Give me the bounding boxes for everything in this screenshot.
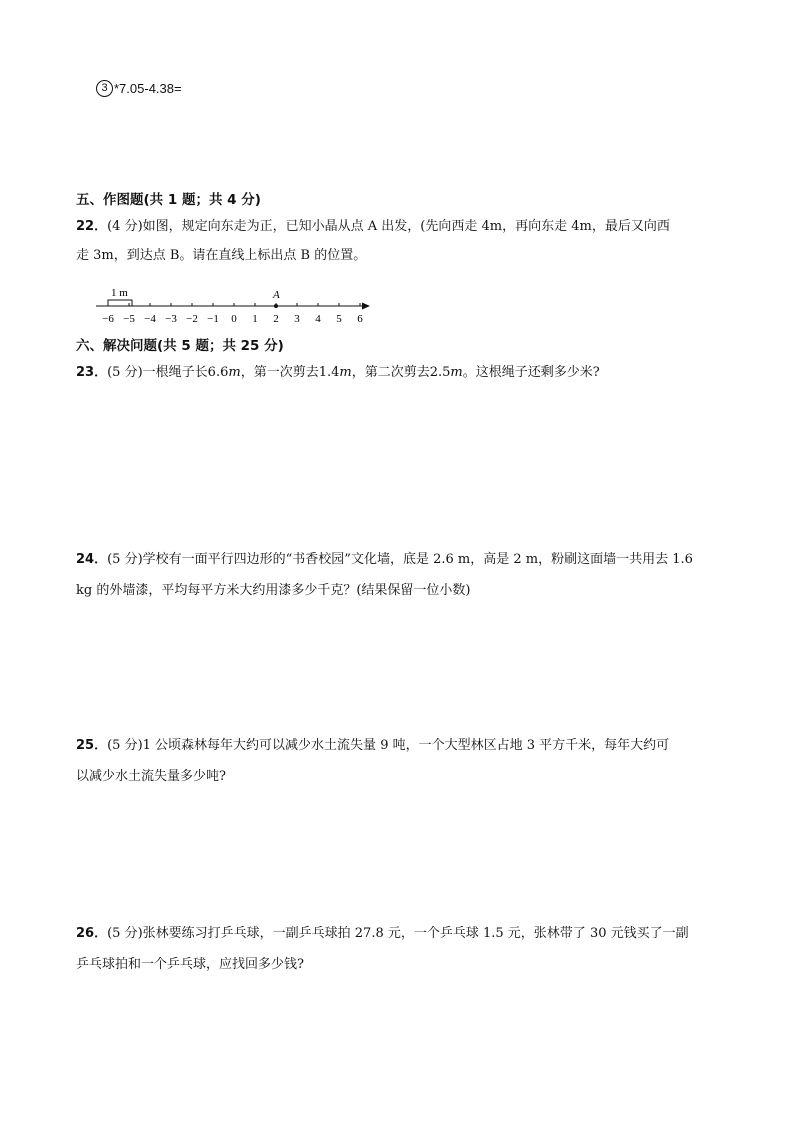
question-points: (5 分) — [107, 738, 143, 753]
circled-number: 3 — [96, 80, 113, 97]
question-26-line-1 — [76, 924, 689, 944]
tick-label: 0 — [231, 313, 237, 325]
section-5-title: 五、作图题(共 1 题；共 4 分) — [76, 192, 261, 208]
unit-m: m — [339, 365, 352, 380]
question-text: ，第二次剪去 — [351, 365, 430, 380]
tick-label: −1 — [207, 313, 219, 325]
value-length: 6.6 — [207, 365, 229, 380]
point-a-label: A — [273, 289, 280, 301]
tick-label: 3 — [294, 313, 300, 325]
tick-label: −6 — [102, 313, 114, 325]
value-second-cut: 2.5 — [429, 365, 451, 380]
tick-label: 6 — [357, 313, 363, 325]
question-points: (5 分) — [107, 926, 143, 941]
unit-label: 1 m — [111, 287, 128, 299]
question-22-line-2: 走 3m，到达点 B。请在直线上标出点 B 的位置。 — [76, 248, 367, 263]
number-line-figure — [92, 282, 382, 328]
question-24-line-1 — [76, 550, 693, 570]
question-number: 23． — [76, 365, 108, 380]
tick-label: −4 — [144, 313, 156, 325]
question-number: 25． — [76, 738, 108, 753]
unit-m: m — [228, 365, 241, 380]
tick-label: 5 — [336, 313, 342, 325]
question-24-line-2: kg 的外墙漆，平均每平方米大约用漆多少千克？(结果保留一位小数) — [76, 583, 471, 598]
tick-label: 4 — [315, 313, 321, 325]
tick-label: −3 — [165, 313, 177, 325]
question-26-line-2: 乒乓球拍和一个乒乓球，应找回多少钱? — [76, 957, 304, 972]
question-text: ，第一次剪去 — [240, 365, 319, 380]
value-first-cut: 1.4 — [318, 365, 340, 380]
question-points: (5 分) — [107, 365, 143, 380]
question-points: (4 分) — [107, 219, 143, 234]
question-25-line-1 — [76, 736, 669, 756]
tick-label: −2 — [186, 313, 198, 325]
section-6-title: 六、解决问题(共 5 题；共 25 分) — [76, 338, 284, 354]
calc-item-3 — [96, 80, 182, 97]
unit-bracket — [108, 300, 132, 306]
axis-arrow — [362, 303, 370, 310]
question-text: 一根绳子长 — [142, 365, 208, 380]
question-text: 1 公顷森林每年大约可以减少水土流失量 9 吨，一个大型林区占地 3 平方千米，每年大约可 — [142, 738, 670, 753]
question-number: 26． — [76, 926, 108, 941]
question-text: 学校有一面平行四边形的“书香校园”文化墙，底是 2.6 m，高是 2 m，粉刷这面墙一共用去 1.6 — [142, 552, 693, 567]
question-text: 。这根绳子还剩多少米? — [462, 365, 600, 380]
tick-label: 2 — [273, 313, 279, 325]
tick-label: 1 — [252, 313, 258, 325]
calc-expression: *7.05-4.38= — [114, 81, 182, 96]
question-22-line-1 — [76, 217, 670, 237]
question-text: 张林要练习打乒乓球，一副乒乓球拍 27.8 元，一个乒乓球 1.5 元，张林带了 30 元钱买了一副 — [142, 926, 689, 941]
question-points: (5 分) — [107, 552, 143, 567]
point-a-dot — [274, 304, 278, 308]
tick-label: −5 — [123, 313, 135, 325]
unit-m: m — [450, 365, 463, 380]
question-number: 22． — [76, 219, 108, 234]
question-text: 如图，规定向东走为正，已知小晶从点 A 出发，(先向西走 4m，再向东走 4m，最后又向西 — [142, 219, 670, 234]
question-25-line-2: 以减少水土流失量多少吨? — [76, 769, 226, 784]
question-number: 24． — [76, 552, 108, 567]
question-23-line-1 — [76, 363, 600, 383]
